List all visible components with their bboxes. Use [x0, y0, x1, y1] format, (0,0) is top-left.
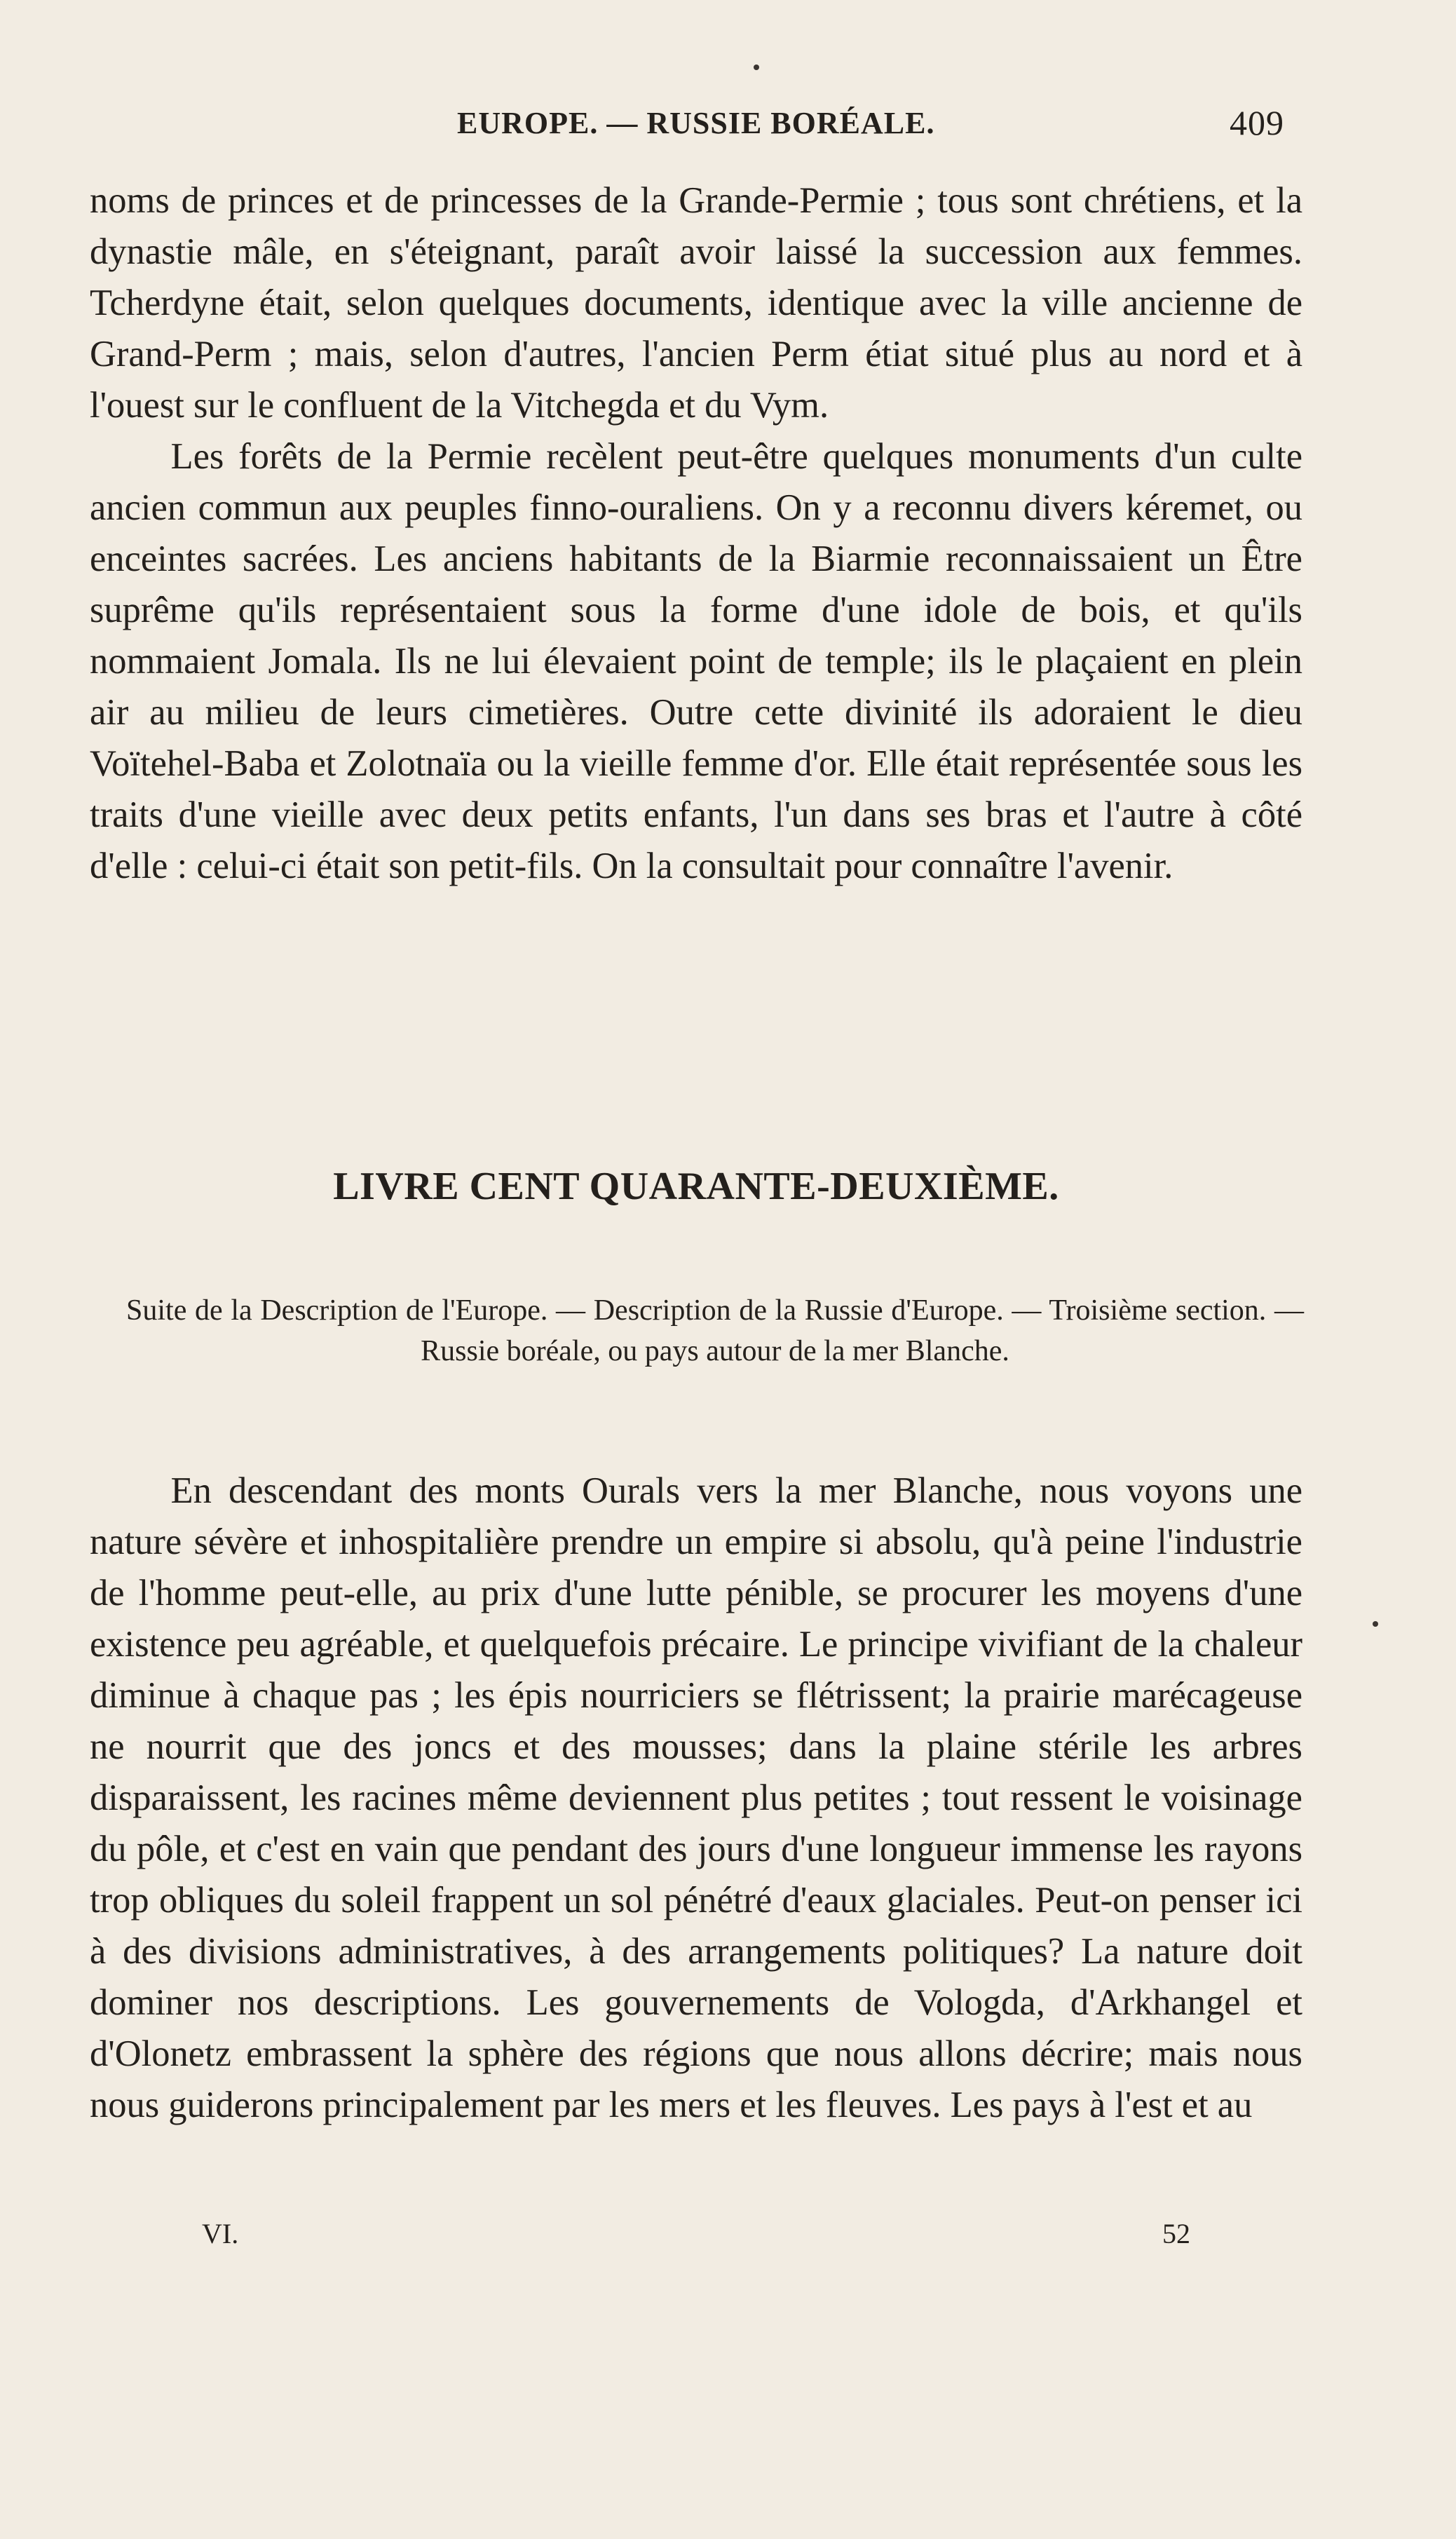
specks-mark: [1373, 1621, 1378, 1627]
paragraph: Les forêts de la Permie recèlent peut-être quelques monuments d'un culte ancien commun aux peuples finno-ouraliens. On y a reconnu divers kéremet, ou enceintes sacrées. Les anciens habitants de la Biarmie reconnaissaient un Être suprême qu'ils représentaient sous la forme d'une idole de bois, et qu'ils nommaient Jomala. Ils ne lui élevaient point de temple; ils le plaçaient en plein air au milieu de leurs cimetières. Outre cette divinité ils adoraient le dieu Voïtehel-Baba et Zolotnaïa ou la vieille femme d'or. Elle était représentée sous les traits d'une vieille avec deux petits enfants, l'un dans ses bras et l'autre à côté d'elle : celui-ci était son petit-fils. On la consultait pour connaître l'avenir.: [90, 436, 1302, 886]
book-subtitle: Suite de la Description de l'Europe. — Description de la Russie d'Europe. — Troisième section. — Russie boréale, ou pays autour de la mer Blanche.: [126, 1294, 1304, 1367]
book-title: LIVRE CENT QUARANTE-DEUXIÈME.: [333, 1165, 1059, 1208]
section-two: [90, 1465, 1302, 2131]
running-header: [457, 97, 1284, 146]
running-title: EUROPE. — RUSSIE BORÉALE.: [457, 106, 935, 140]
page-number: 409: [1230, 103, 1284, 142]
page-footer: [90, 2217, 1302, 2259]
volume-number: VI.: [202, 2218, 239, 2249]
paragraph: En descendant des monts Ourals vers la mer Blanche, nous voyons une nature sévère et inhospitalière prendre un empire si absolu, qu'à peine l'industrie de l'homme peut-elle, au prix d'une lutte pénible, se procurer les moyens d'une existence peu agréable, et quelquefois précaire. Le principe vivifiant de la chaleur diminue à chaque pas ; les épis nourriciers se flétrissent; la prairie marécageuse ne nourrit que des joncs et des mousses; dans la plaine stérile les arbres disparaissent, les racines même deviennent plus petites ; tout ressent le voisinage du pôle, et c'est en vain que pendant des jours d'une longueur immense les rayons trop obliques du soleil frappent un sol pénétré d'eaux glaciales. Peut-on penser ici à des divisions administratives, à des arrangements politiques? La nature doit dominer nos descriptions. Les gouvernements de Vologda, d'Arkhangel et d'Olonetz embrassent la sphère des régions que nous allons décrire; mais nous nous guiderons principalement par les mers et les fleuves. Les pays à l'est et au: [90, 1470, 1302, 2125]
signature-mark: 52: [1162, 2218, 1190, 2249]
paragraph: noms de princes et de princesses de la Grande-Permie ; tous sont chrétiens, et la dynastie mâle, en s'éteignant, paraît avoir laissé la succession aux femmes. Tcherdyne était, selon quelques documents, identique avec la ville ancienne de Grand-Perm ; mais, selon d'autres, l'ancien Perm étiat situé plus au nord et à l'ouest sur le confluent de la Vitchegda et du Vym.: [90, 180, 1302, 426]
section-one: [90, 175, 1302, 892]
specks-mark: [754, 65, 759, 70]
